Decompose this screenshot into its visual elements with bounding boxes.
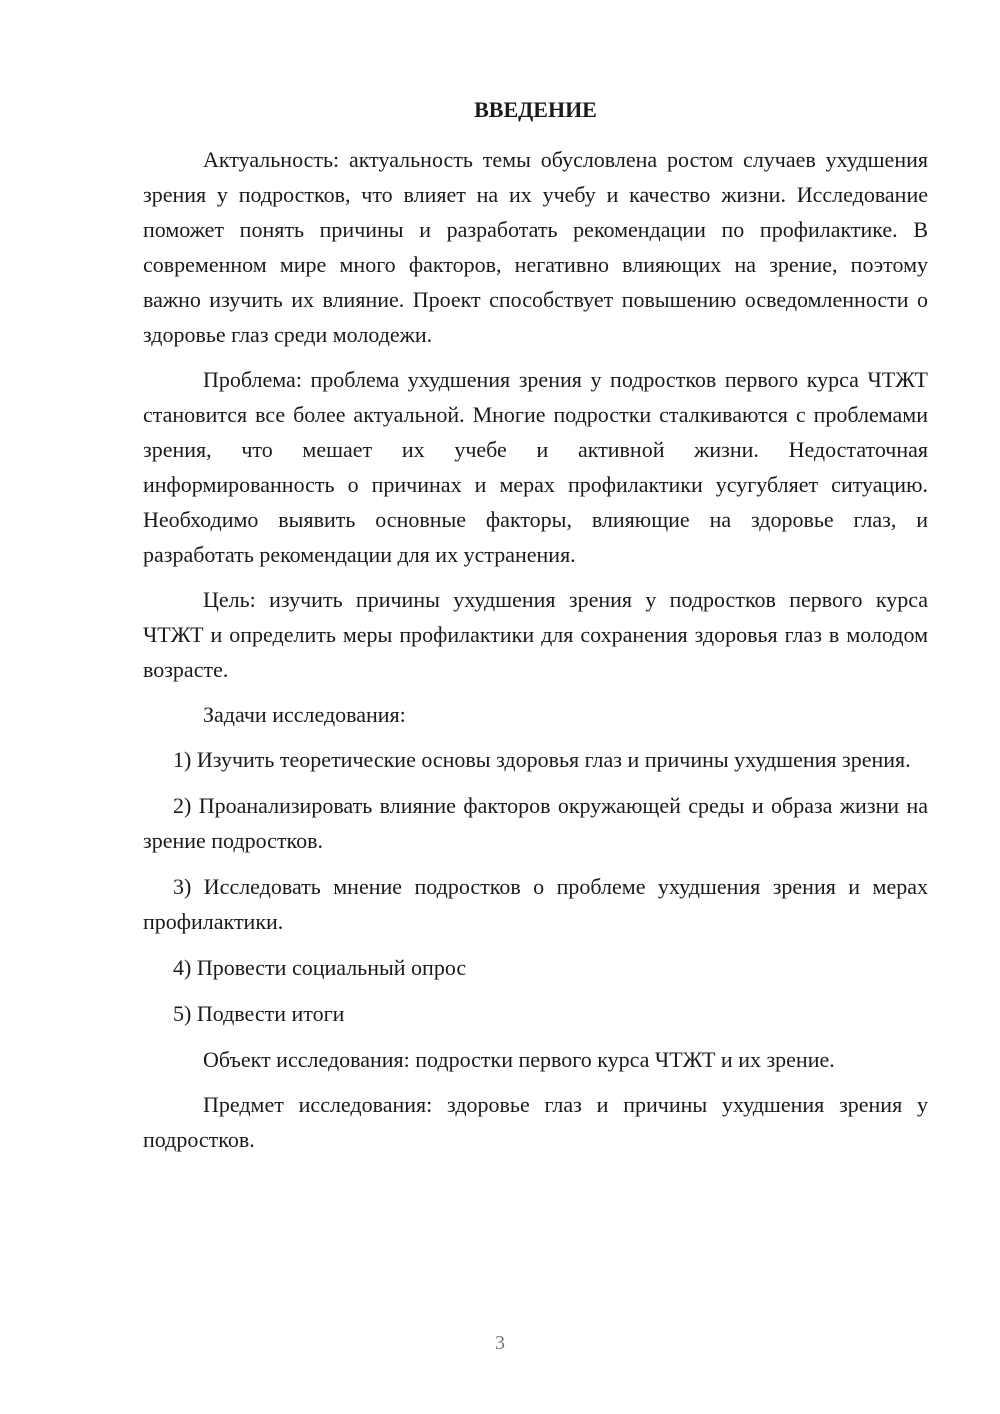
tasks-title: Задачи исследования: bbox=[203, 702, 406, 727]
list-item-task-5: 5) Подвести итоги bbox=[173, 1001, 345, 1026]
paragraph-relevance: Актуальность: актуальность темы обусловлена ростом случаев ухудшения зрения у подростков, что влияет на их учебу и качество жизни. Исследование поможет понять причины и разработать рекомендации по профилактике. В современном мире много факторов, негативно влияющих на зрение, поэтому важно изучить их влияние. Проект способствует повышению осведомленности о здоровье глаз среди молодежи. bbox=[143, 147, 928, 347]
list-item-task-1: 1) Изучить теоретические основы здоровья глаз и причины ухудшения зрения. bbox=[173, 747, 911, 772]
page-title: ВВЕДЕНИЕ bbox=[474, 97, 597, 122]
paragraph-problem: Проблема: проблема ухудшения зрения у подростков первого курса ЧТЖТ становится все более актуальной. Многие подростки сталкиваются с проблемами зрения, что мешает их учебе и активной жизни. Недостаточная информированность о причинах и мерах профилактики усугубляет ситуацию. Необходимо выявить основные факторы, влияющие на здоровье глаз, и разработать рекомендации для их устранения. bbox=[143, 367, 928, 567]
paragraph-subject: Предмет исследования: здоровье глаз и причины ухудшения зрения у подростков. bbox=[143, 1092, 928, 1152]
page-number: 3 bbox=[495, 1332, 505, 1354]
list-item-task-2: 2) Проанализировать влияние факторов окружающей среды и образа жизни на зрение подростков. bbox=[143, 793, 928, 853]
paragraph-goal: Цель: изучить причины ухудшения зрения у подростков первого курса ЧТЖТ и определить меры профилактики для сохранения здоровья глаз в молодом возрасте. bbox=[143, 587, 928, 682]
document-page bbox=[143, 92, 928, 1167]
list-item-task-3: 3) Исследовать мнение подростков о проблеме ухудшения зрения и мерах профилактики. bbox=[143, 874, 928, 934]
list-item-task-4: 4) Провести социальный опрос bbox=[173, 955, 467, 980]
paragraph-object: Объект исследования: подростки первого курса ЧТЖТ и их зрение. bbox=[203, 1047, 835, 1072]
